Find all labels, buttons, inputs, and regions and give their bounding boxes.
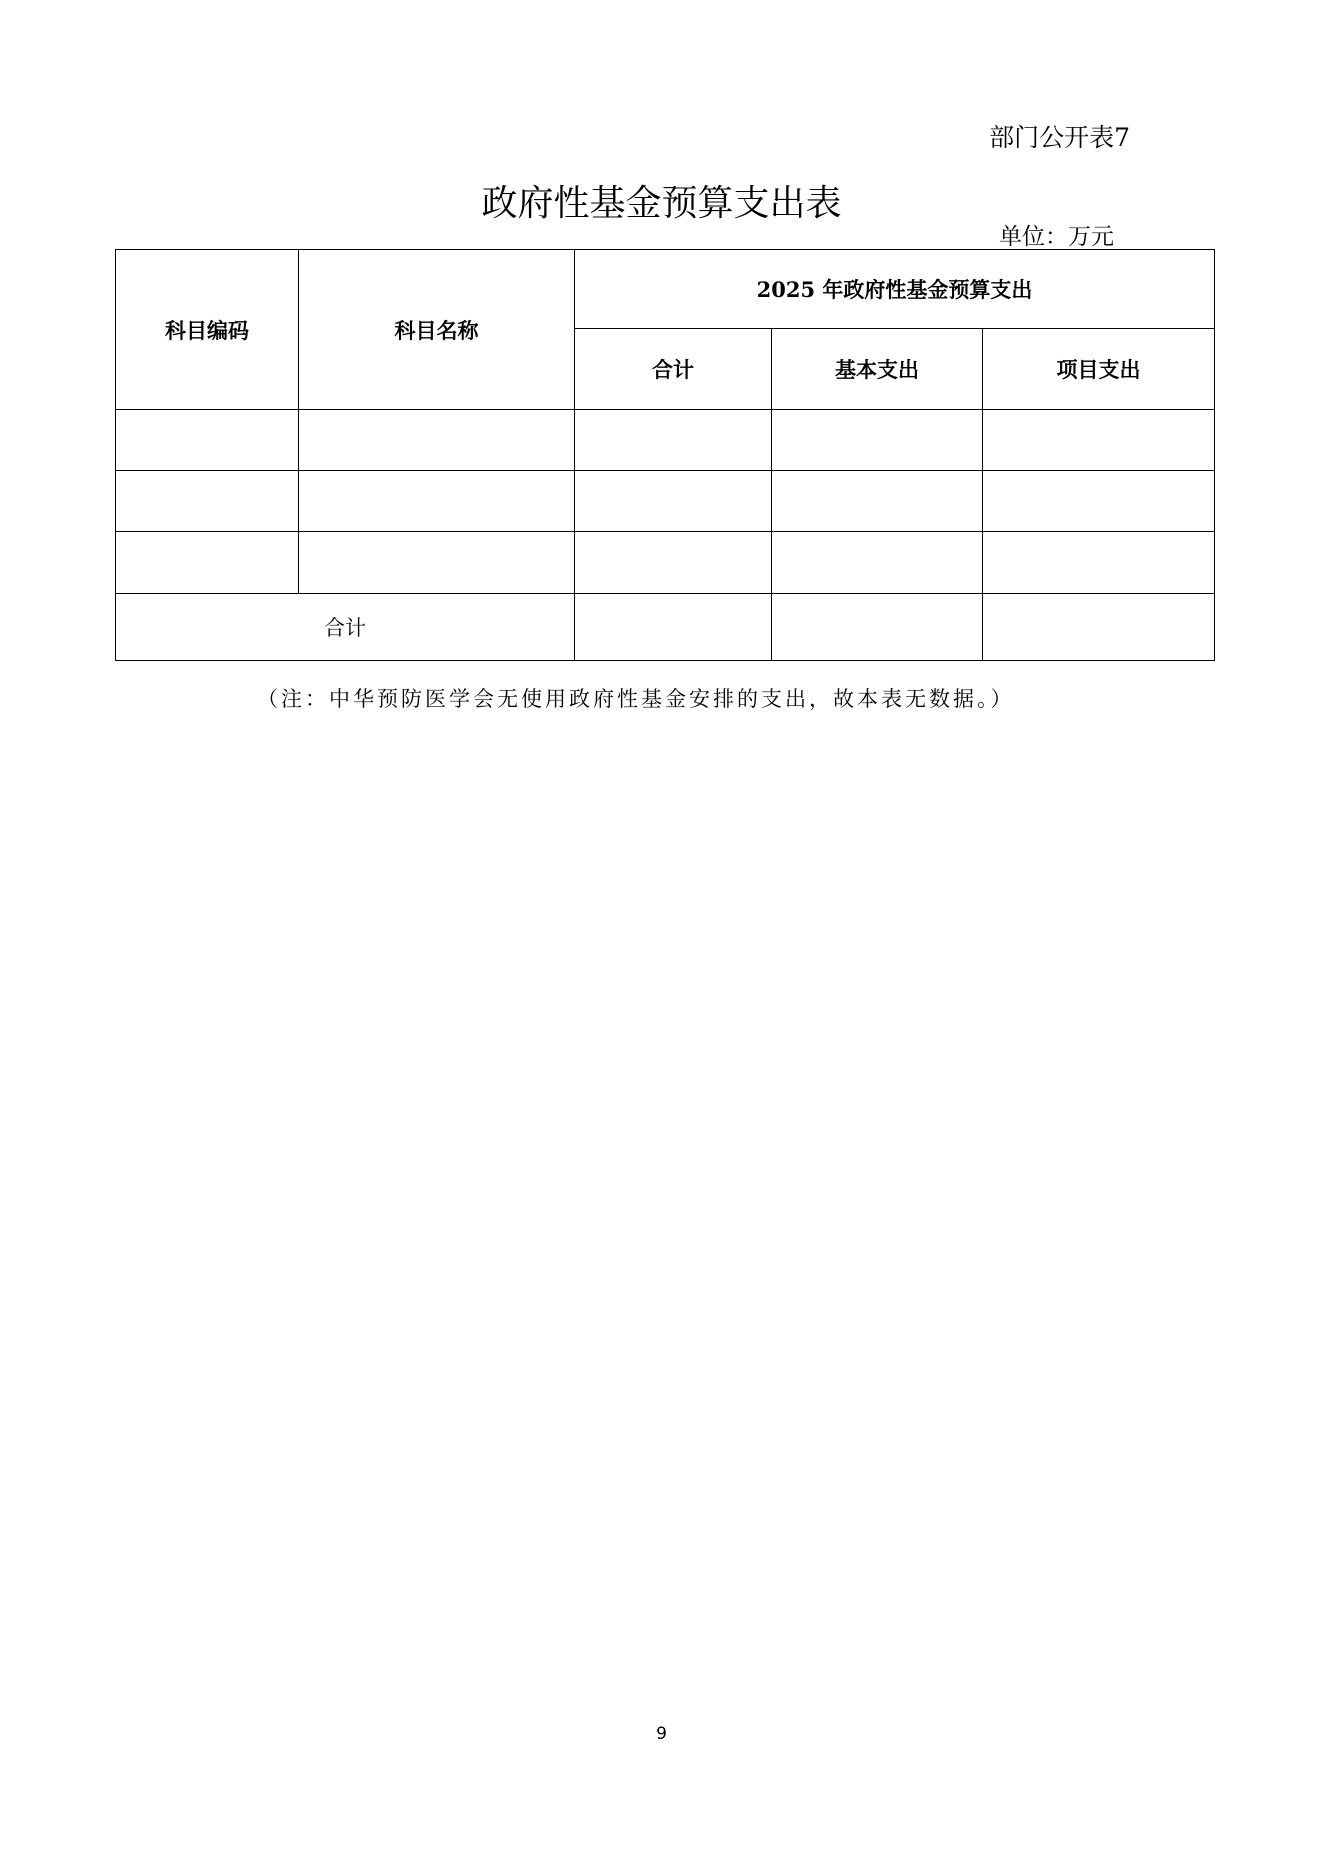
cell-project	[983, 532, 1215, 594]
header-basic: 基本支出	[772, 329, 983, 410]
page-number: 9	[656, 1724, 667, 1744]
cell-basic	[772, 532, 983, 594]
page-title: 政府性基金预算支出表	[481, 183, 842, 224]
cell-basic	[772, 471, 983, 532]
cell-code	[116, 471, 299, 532]
cell-total	[575, 471, 772, 532]
header-total: 合计	[575, 329, 772, 410]
header-group: 2025 年政府性基金预算支出	[575, 250, 1215, 329]
total-row	[116, 594, 1215, 661]
total-row-basic	[772, 594, 983, 661]
cell-code	[116, 532, 299, 594]
table-code: 部门公开表7	[989, 123, 1130, 152]
header-name: 科目名称	[299, 250, 575, 410]
total-row-label: 合计	[116, 594, 575, 661]
cell-basic	[772, 410, 983, 471]
cell-total	[575, 410, 772, 471]
table-row	[116, 471, 1215, 532]
table-row	[116, 532, 1215, 594]
budget-table	[115, 249, 1215, 661]
table-row	[116, 410, 1215, 471]
total-row-total	[575, 594, 772, 661]
total-row-project	[983, 594, 1215, 661]
header-code: 科目编码	[116, 250, 299, 410]
table-note: （注：中华预防医学会无使用政府性基金安排的支出，故本表无数据。）	[257, 687, 1015, 711]
cell-project	[983, 471, 1215, 532]
cell-code	[116, 410, 299, 471]
cell-project	[983, 410, 1215, 471]
cell-name	[299, 410, 575, 471]
unit-label: 单位：万元	[999, 224, 1114, 250]
cell-name	[299, 471, 575, 532]
cell-total	[575, 532, 772, 594]
cell-name	[299, 532, 575, 594]
header-row-1	[116, 250, 1215, 329]
header-project: 项目支出	[983, 329, 1215, 410]
